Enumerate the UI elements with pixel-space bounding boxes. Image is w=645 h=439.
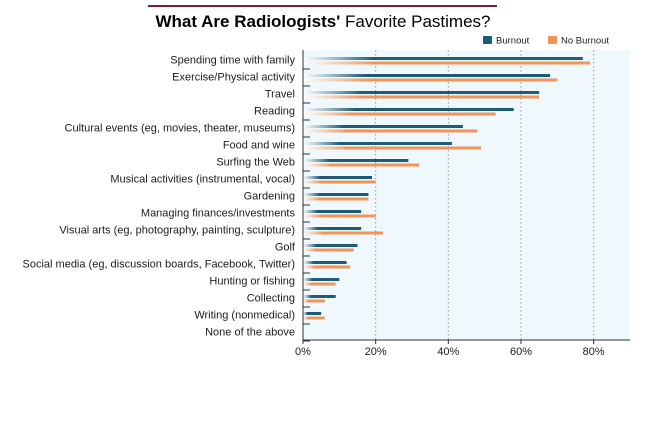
category-label: Hunting or fishing [209, 275, 295, 288]
category-label: Cultural events (eg, movies, theater, museums) [64, 122, 295, 135]
bar-no-burnout [303, 96, 539, 99]
category-label: Social media (eg, discussion boards, Facebook, Twitter) [22, 258, 295, 271]
bar-burnout [303, 142, 452, 145]
category-labels [23, 55, 296, 339]
category-label: Spending time with family [170, 54, 295, 67]
bar-no-burnout [303, 215, 376, 218]
category-label: Gardening [243, 190, 295, 203]
bar-burnout [303, 278, 339, 281]
bar-no-burnout [303, 130, 477, 133]
bar-no-burnout [303, 283, 336, 286]
category-label: Food and wine [222, 139, 295, 152]
chart-title-rest: Favorite Pastimes? [340, 12, 491, 31]
category-label: Surfing the Web [216, 156, 295, 169]
legend-swatch [483, 36, 492, 44]
category-label: Exercise/Physical activity [172, 71, 295, 84]
bar-burnout [303, 176, 372, 179]
x-tick-label: 60% [509, 346, 533, 358]
bar-no-burnout [303, 266, 350, 269]
bar-no-burnout [303, 147, 481, 150]
bar-burnout [303, 210, 361, 213]
category-label: Writing (nonmedical) [194, 309, 295, 322]
bar-burnout [303, 108, 514, 111]
bar-burnout [303, 193, 368, 196]
x-tick-label: 80% [582, 346, 605, 358]
category-label: Travel [264, 88, 295, 101]
bar-burnout [303, 312, 321, 315]
category-label: Collecting [246, 292, 295, 305]
bar-burnout [303, 244, 358, 247]
bar-no-burnout [303, 198, 368, 201]
bar-no-burnout [303, 62, 590, 65]
bar-burnout [303, 227, 361, 230]
category-label: Reading [254, 105, 295, 118]
x-tick-label: 20% [364, 346, 387, 358]
legend [483, 36, 609, 47]
bar-burnout [303, 74, 550, 77]
bar-no-burnout [303, 249, 354, 252]
bar-no-burnout [303, 181, 376, 184]
bar-no-burnout [303, 317, 325, 320]
bar-burnout [303, 125, 463, 128]
category-label: Golf [274, 241, 295, 254]
legend-label: Burnout [496, 35, 530, 47]
x-tick-label: 40% [437, 346, 460, 358]
bar-no-burnout [303, 79, 557, 82]
bar-no-burnout [303, 300, 325, 303]
category-label: None of the above [205, 326, 295, 339]
legend-swatch [548, 36, 557, 44]
bar-burnout [303, 91, 539, 94]
chart-title-bold: What Are Radiologists' [155, 12, 341, 31]
bar-burnout [303, 57, 583, 60]
bar-no-burnout [303, 113, 496, 116]
x-tick-label: 0% [295, 346, 311, 358]
chart-title [156, 12, 491, 31]
legend-label: No Burnout [561, 35, 610, 47]
category-label: Managing finances/investments [140, 207, 295, 220]
bar-burnout [303, 261, 347, 264]
category-label: Visual arts (eg, photography, painting, sculpture) [59, 224, 295, 237]
bar-burnout [303, 159, 408, 162]
bar-no-burnout [303, 232, 383, 235]
bar-no-burnout [303, 164, 419, 167]
category-label: Musical activities (instrumental, vocal) [110, 173, 295, 186]
bar-burnout [303, 295, 336, 298]
